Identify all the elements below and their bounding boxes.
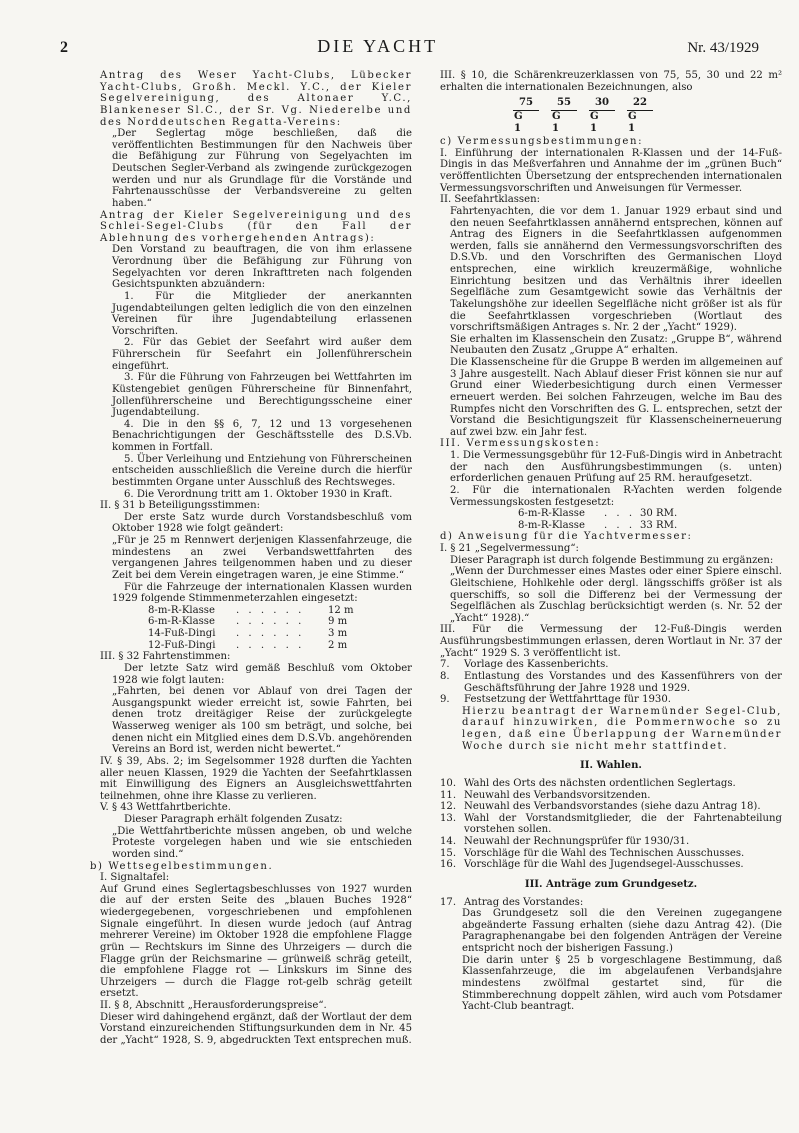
table-row <box>90 628 368 640</box>
right-paragraphs-3 <box>440 908 782 1013</box>
class-code: G 1 <box>628 110 639 134</box>
left-paragraphs <box>90 70 412 605</box>
paragraph: I. Einführung der internationalen R-Klassen und der 14-Fuß-Dingis in das Meßverfahren und Annahme der im „grünen Buch“ veröffentlichten Übersetzung der entsprechenden internationalen Vermessungsvorschriften und Anweisungen für Vermesser. <box>440 147 782 194</box>
paragraph: Antrag des Weser Yacht-Clubs, Lübecker Yacht-Clubs, Großh. Meckl. Y.C., der Kieler Segelvereinigung, des Altonaer Y.C., Blankeneser Sl.C., der Sr. Vg. Niederelbe und des Norddeutschen Regatta-Vereins: <box>100 70 412 128</box>
paragraph: I. § 21 „Segelvermessung“: <box>440 543 579 554</box>
list-number: 11. <box>440 789 457 801</box>
list-item <box>440 836 782 848</box>
list-number: 15. <box>440 847 457 859</box>
row-label: 8-m-R-Klasse <box>518 519 585 531</box>
paragraph: Die Klassenscheine für die Gruppe B werden im allgemeinen auf 3 Jahre ausgestellt. Nach Ablauf dieser Frist können sie nur auf Grund einer Wiederbesichtigung durch einen Vermesser erneuert werden. Bei solchen Fahrzeugen, welche im Bau des Rumpfes nicht den Vorschriften des G. L. entsprechen, setzt der Vorstand die Besichtigungszeit für Klassenscheinerneuerung auf zwei bzw. ein Jahr fest. <box>450 357 782 438</box>
paragraph: III. § 32 Fahrtenstimmen: <box>100 651 231 663</box>
paragraph: „Der Seglertag möge beschließen, daß die veröffentlichten Bestimmungen für den Nachweis über die Befähigung zur Führung von Segelyachten im Deutschen Segler-Verband als zwingende zurückgezogen werden und nur als Grundlage für die Vorstände und Fahrtenausschüsse der Verbandsvereine zu gelten haben.“ <box>112 128 412 209</box>
paragraph: II. Seefahrtklassen: <box>440 194 540 206</box>
list-item <box>440 671 782 694</box>
list-number: 9. <box>440 694 450 706</box>
left-paragraphs-2 <box>90 651 412 1046</box>
list-item <box>440 659 782 671</box>
agenda-list-2 <box>440 778 782 871</box>
paragraph: Dieser wird dahingehend ergänzt, daß der Wortlaut der dem Vorstand einzureichenden Stiftungsurkunden dem in Nr. 45 der „Yacht“ 1928, S. 9, abgedruckten Text entsprechen muß. <box>100 1011 412 1046</box>
list-text: Antrag des Vorstandes: <box>464 896 584 908</box>
list-item <box>440 848 782 860</box>
paragraph: II. § 8, Abschnitt „Herausforderungspreise“. <box>100 1000 327 1011</box>
right-column <box>440 70 782 1013</box>
class-designation <box>590 97 614 134</box>
paragraph: III. § 10, die Schärenkreuzerklassen von 75, 55, 30 und 22 m² erhalten die internationalen Bezeichnungen, also <box>440 70 782 93</box>
table-row <box>440 508 782 520</box>
list-text: Festsetzung der Wettfahrttage für 1930. <box>464 694 671 706</box>
class-designation <box>552 97 576 134</box>
row-label: 14-Fuß-Dingi <box>148 628 216 639</box>
paragraph: III. Vermessungskosten: <box>440 438 601 450</box>
agenda-list-3 <box>440 897 782 909</box>
list-item <box>440 813 782 836</box>
list-item <box>440 801 782 813</box>
paragraph: 5. Über Verleihung und Entziehung von Führerscheinen entscheiden ausschließlich die Vereine durch die hierfür bestimmten Organe unter Ausschluß des Rechtsweges. <box>112 453 412 488</box>
row-label: 6-m-R-Klasse <box>518 508 585 520</box>
issue-number: Nr. 43/1929 <box>687 40 759 56</box>
table-row <box>440 520 782 532</box>
row-value: 30 RM. <box>640 508 678 520</box>
list-text: Vorschläge für die Wahl des Technischen Ausschusses. <box>464 847 745 859</box>
paragraph: Auf Grund eines Seglertagsbeschlusses von 1927 wurden die auf der ersten Seite des „blauen Buches 1928“ wiedergegebenen, vorgeschriebenen und empfohlenen Signale eingeführt. In diesen wurde jedoch (auf Antrag mehrerer Vereine) im Oktober 1928 die empfohlene Flagge grün — Rechtskurs im Sinne des Uhrzeigers — durch die Flagge grün der Reichsmarine — grünweiß schräg geteilt, die empfohlene Flagge rot — Linkskurs im Sinne des Uhrzeigers — durch die Flagge rot-gelb schräg geteilt ersetzt. <box>100 883 412 1000</box>
list-number: 10. <box>440 777 457 789</box>
paragraph: 1. Für die Mitglieder der anerkannten Jugendabteilungen gelten lediglich die von den einzelnen Vereinen für ihre Jugendabteilung erlassenen Vorschriften. <box>112 290 412 337</box>
journal-title: DIE YACHT <box>317 36 439 56</box>
list-item <box>440 778 782 790</box>
paragraph: IV. § 39, Abs. 2; im Segelsommer 1928 durften die Yachten aller neuen Klassen, 1929 die Yachten der Seefahrtklassen mit Einwilligung des Eigners an Ausgleichswettfahrten teilnehmen, ohne ihre Klasse zu verlieren. <box>100 755 412 802</box>
list-text: Vorschläge für die Wahl des Jugendsegel-Ausschusses. <box>464 859 744 871</box>
class-designation <box>514 97 538 134</box>
list-text: Wahl der Vorstandsmitglieder, die der Fahrtenabteilung vorstehen sollen. <box>464 812 782 836</box>
list-text: Wahl des Orts des nächsten ordentlichen Seglertags. <box>464 777 736 789</box>
list-number: 7. <box>440 659 450 671</box>
paragraph: Den Vorstand zu beauftragen, die von ihm erlassene Verordnung über die Befähigung zur Führung von Segelyachten vor deren Inkrafttreten nach folgenden Gesichtspunkten abzuändern: <box>112 244 412 291</box>
paragraph: „Die Wettfahrtberichte müssen angeben, ob und welche Proteste vorgelegen haben und wie sie entschieden worden sind.“ <box>112 825 412 860</box>
list-text: Entlastung des Vorstandes und des Kassenführers von der Geschäftsführung der Jahre 1928 und 1929. <box>464 670 782 694</box>
paragraph: d) Anweisung für die Yachtvermesser: <box>440 531 693 543</box>
paragraph: Dieser Paragraph erhält folgenden Zusatz: <box>124 814 343 825</box>
right-paragraphs-2 <box>440 531 782 659</box>
row-value: 33 RM. <box>640 519 678 531</box>
right-paragraphs <box>440 136 782 508</box>
list-number: 12. <box>440 801 457 813</box>
table-row <box>90 605 368 617</box>
warnemuende-note: Hierzu beantragt der Warnemünder Segel-Club, darauf hinzuwirken, die Pommernwoche so zu legen, daß eine Überlappung der Warnemünder Woche durch sie nicht mehr stattfindet. <box>462 705 782 752</box>
list-text: Neuwahl des Verbandsvorstandes (siehe dazu Antrag 18). <box>464 801 761 813</box>
row-label: 12-Fuß-Dingi <box>148 639 216 651</box>
paragraph: V. § 43 Wettfahrtberichte. <box>100 802 231 814</box>
paragraph: Für die Fahrzeuge der internationalen Klassen wurden 1929 folgende Stimmenmeterzahlen eingesetzt: <box>112 581 412 605</box>
table-row <box>90 640 368 652</box>
paragraph: III. Für die Vermessung der 12-Fuß-Dingis werden Ausführungsbestimmungen erlassen, deren Wortlaut in Nr. 37 der „Yacht“ 1929 S. 3 veröffentlicht ist. <box>440 624 782 659</box>
paragraph: Dieser Paragraph ist durch folgende Bestimmung zu ergänzen: <box>450 554 774 566</box>
row-label: 6-m-R-Klasse <box>148 616 215 628</box>
row-value: 3 m <box>328 628 348 639</box>
page-header <box>60 36 759 58</box>
list-text: Neuwahl des Verbandsvorsitzenden. <box>464 789 651 801</box>
paragraph: Das Grundgesetz soll die den Vereinen zugegangene abgeänderte Fassung erhalten (siehe dazu Antrag 42). (Die Paragraphenangabe bei den folgenden Anträgen der Vereine entspricht noch der bisherigen Fassung.) <box>462 908 782 954</box>
voting-meters-table <box>90 605 412 652</box>
list-item <box>440 859 782 871</box>
leader-dots: . . . <box>604 508 636 520</box>
leader-dots: . . . . . . <box>236 628 305 639</box>
paragraph: 4. Die in den §§ 6, 7, 12 und 13 vorgesehenen Benachrichtigungen der Geschäftsstelle des D.S.Vb. kommen in Fortfall. <box>112 418 412 453</box>
list-item <box>440 790 782 802</box>
paragraph: 3. Für die Führung von Fahrzeugen bei Wettfahrten im Küstengebiet genügen Führerscheine für Binnenfahrt, Jollenführerscheine und Berechtigungsscheine einer Jugendabteilung. <box>112 372 412 419</box>
paragraph: I. Signaltafel: <box>100 872 170 884</box>
paragraph: Fahrtenyachten, die vor dem 1. Januar 1929 erbaut sind und den neuen Seefahrtklassen annähernd entsprechen, können auf Antrag des Eigners in die Seefahrtklassen aufgenommen werden, falls sie annähernd den Vermessungsvorschriften des D.S.Vb. und den Vorschriften des Germanischen Lloyd entsprechen, eine wirklich kreuzermäßige, wohnliche Einrichtung besitzen und das Verhältnis ihrer ideellen Segelfläche zum Gesamtgewicht sowie das Verhältnis der Takelungshöhe zur ideellen Segelfläche nicht größer ist als für die Seefahrtklassen vorgeschrieben (Wortlaut des vorschriftsmäßigen Antrages s. Nr. 2 der „Yacht“ 1929). <box>450 205 782 334</box>
class-code: G 1 <box>514 110 525 134</box>
list-item <box>440 897 782 909</box>
page-number: 2 <box>60 39 68 56</box>
class-area: 30 <box>589 97 615 111</box>
row-label: 8-m-R-Klasse <box>148 604 215 616</box>
list-number: 8. <box>440 670 450 682</box>
paragraph: 6. Die Verordnung tritt am 1. Oktober 1930 in Kraft. <box>124 488 393 500</box>
paragraph: Sie erhalten im Klassenschein den Zusatz: „Gruppe B“, während Neubauten den Zusatz „Gruppe A“ erhalten. <box>450 333 782 357</box>
fee-table <box>440 508 782 531</box>
list-number: 16. <box>440 859 457 871</box>
class-code: G 1 <box>552 110 563 134</box>
paragraph: Die darin unter § 25 b vorgeschlagene Bestimmung, daß Klassenfahrzeuge, die im abgelaufenen Verbandsjahre mindestens zwölfmal gestartet sind, für die Stimmberechnung doppelt zählen, wird auch vom Potsdamer Yacht-Club beantragt. <box>462 954 782 1013</box>
paragraph: „Für je 25 m Rennwert derjenigen Klassenfahrzeuge, die mindestens an zwei Verbandswettfahrten des vergangenen Jahres teilgenommen haben und zu dieser Zeit bei dem Verein eingetragen waren, je eine Stimme.“ <box>112 535 412 581</box>
table-row <box>90 616 368 628</box>
section-heading-wahlen: II. Wahlen. <box>580 760 642 772</box>
leader-dots: . . . <box>604 519 636 531</box>
paragraph: Der erste Satz wurde durch Vorstandsbeschluß vom Oktober 1928 wie folgt geändert: <box>112 511 412 535</box>
paragraph: b) Wettsegelbestimmungen. <box>90 860 274 872</box>
paragraph: „Fahrten, bei denen vor Ablauf von drei Tagen der Ausgangspunkt wieder erreicht ist, sowie Fahrten, bei denen trotz dreitägiger Reise der zurückgelegte Wasserweg weniger als 100 sm beträgt, und solche, bei denen nicht ein Mitglied eines dem D.S.Vb. angehörenden Vereins an Bord ist, werden nicht bewertet.“ <box>112 686 412 756</box>
list-text: Neuwahl der Rechnungsprüfer für 1930/31. <box>464 836 690 847</box>
paragraph: II. § 31 b Beteiligungsstimmen: <box>100 500 261 512</box>
list-number: 14. <box>440 836 457 847</box>
paragraph: 1. Die Vermessungsgebühr für 12-Fuß-Dingis wird in Anbetracht der nach den Ausführungsbestimmungen (s. unten) erforderlichen genauen Prüfung auf 25 RM. heraufgesetzt. <box>450 450 782 485</box>
row-value: 12 m <box>328 604 354 616</box>
class-code: G 1 <box>590 110 601 134</box>
paragraph: c) Vermessungsbestimmungen: <box>440 136 644 148</box>
class-designation-table <box>440 97 782 134</box>
paragraph: „Wenn der Durchmesser eines Mastes oder einer Spiere einschl. Gleitschiene, Hohlkehle oder dergl. längsschiffs größer ist als querschiffs, so soll die Differenz bei der Vermessung der Segelflächen als Zuschlag berücksichtigt werden (s. Nr. 52 der „Yacht“ 1928).“ <box>450 566 782 624</box>
list-number: 17. <box>440 896 457 908</box>
class-area: 22 <box>627 97 653 111</box>
paragraph: 2. Für die internationalen R-Yachten werden folgende Vermessungskosten festgesetzt: <box>450 484 782 508</box>
row-value: 2 m <box>328 639 348 651</box>
leader-dots: . . . . . . <box>236 616 305 628</box>
list-item <box>440 694 782 706</box>
agenda-list-1 <box>440 659 782 706</box>
class-area: 55 <box>551 97 577 111</box>
section-heading-grundgesetz: III. Anträge zum Grundgesetz. <box>524 878 698 890</box>
row-value: 9 m <box>328 616 348 628</box>
list-text: Vorlage des Kassenberichts. <box>464 659 609 671</box>
list-number: 13. <box>440 812 457 824</box>
paragraph: Antrag der Kieler Segelvereinigung und des Schlei-Segel-Clubs (für den Fall der Ablehnung des vorhergehenden Antrags): <box>100 209 412 244</box>
leader-dots: . . . . . . <box>236 639 305 651</box>
class-designation <box>628 97 652 134</box>
paragraph: 2. Für das Gebiet der Seefahrt wird außer dem Führerschein für Seefahrt ein Jollenführerschein eingeführt. <box>112 337 412 372</box>
left-column <box>90 70 412 1047</box>
class-area: 75 <box>513 97 539 111</box>
paragraph: Der letzte Satz wird gemäß Beschluß vom Oktober 1928 wie folgt lauten: <box>112 662 412 686</box>
leader-dots: . . . . . . <box>236 604 305 616</box>
